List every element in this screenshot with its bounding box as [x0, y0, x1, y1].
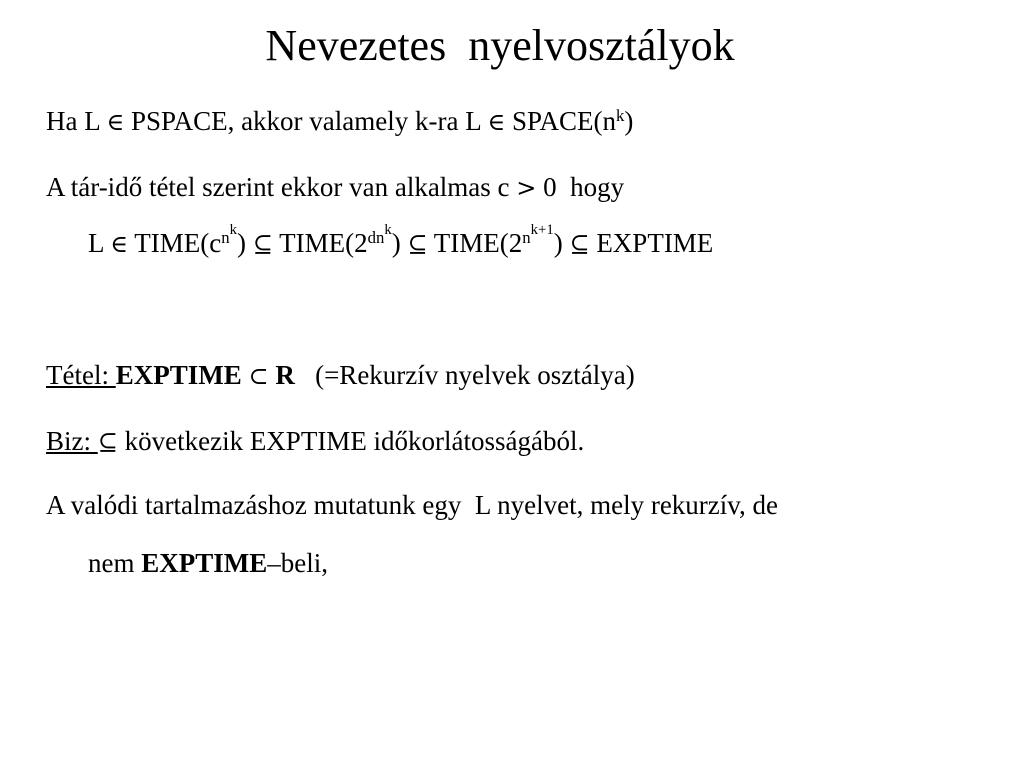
proper-subset-symbol: ⊂ [248, 362, 269, 390]
exponent-base: n [522, 227, 531, 247]
text-segment: ) [236, 228, 253, 258]
text-segment: 0 hogy [536, 172, 625, 202]
time-space-line [46, 170, 624, 205]
text-segment: nem [88, 548, 142, 578]
construction-line-continued [88, 546, 328, 580]
exponent [522, 221, 554, 247]
subset-eq-symbol: ⊆ [252, 230, 273, 258]
text-segment: (=Rekurzív nyelvek osztálya) [294, 360, 635, 390]
theorem-line [46, 358, 635, 393]
text-segment: ) [553, 228, 570, 258]
text-segment: EXPTIME [589, 228, 714, 258]
text-segment: Ha L [46, 106, 107, 136]
nested-exponent: k [229, 221, 237, 238]
recursive-class-bold: R [268, 360, 295, 390]
greater-symbol: > [516, 174, 537, 202]
element-of-symbol: ∈ [106, 108, 125, 136]
subset-eq-symbol: ⊆ [407, 230, 428, 258]
construction-line: A valódi tartalmazáshoz mutatunk egy L nyelvet, mely rekurzív, de [46, 490, 779, 520]
text-segment: –beli, [267, 548, 329, 578]
text-segment: ) [391, 228, 408, 258]
text-segment: L [88, 228, 111, 258]
text-segment: TIME(2 [427, 228, 523, 258]
text-segment: A tár-idő tétel szerint ekkor van alkalmas c [46, 172, 517, 202]
proof-line [46, 424, 584, 459]
text-segment: következik EXPTIME időkorlátosságából. [117, 426, 585, 456]
element-of-symbol: ∈ [110, 230, 129, 258]
text-segment: TIME(c [128, 228, 222, 258]
exponent [367, 221, 392, 247]
exptime-bold: EXPTIME [115, 360, 249, 390]
slide-title: Nevezetes nyelvosztályok [265, 21, 735, 70]
text-segment: SPACE(n [505, 106, 617, 136]
theorem-label: Tétel: [46, 360, 116, 390]
text-segment: ) [624, 106, 634, 136]
subset-eq-symbol: ⊆ [569, 230, 590, 258]
subset-eq-symbol: ⊆ [97, 428, 118, 456]
exponent: k [616, 105, 625, 125]
exponent [221, 221, 237, 247]
exptime-bold: EXPTIME [141, 548, 268, 578]
nested-exponent: k+1 [530, 221, 554, 238]
proof-label: Biz: [46, 426, 98, 456]
nested-exponent: k [384, 221, 392, 238]
text-segment: TIME(2 [272, 228, 368, 258]
time-chain-line [88, 221, 714, 261]
exponent-base: n [221, 227, 230, 247]
exponent-base: dn [367, 227, 385, 247]
pspace-line [46, 104, 633, 139]
element-of-symbol: ∈ [487, 108, 506, 136]
text-segment: PSPACE, akkor valamely k-ra L [124, 106, 488, 136]
